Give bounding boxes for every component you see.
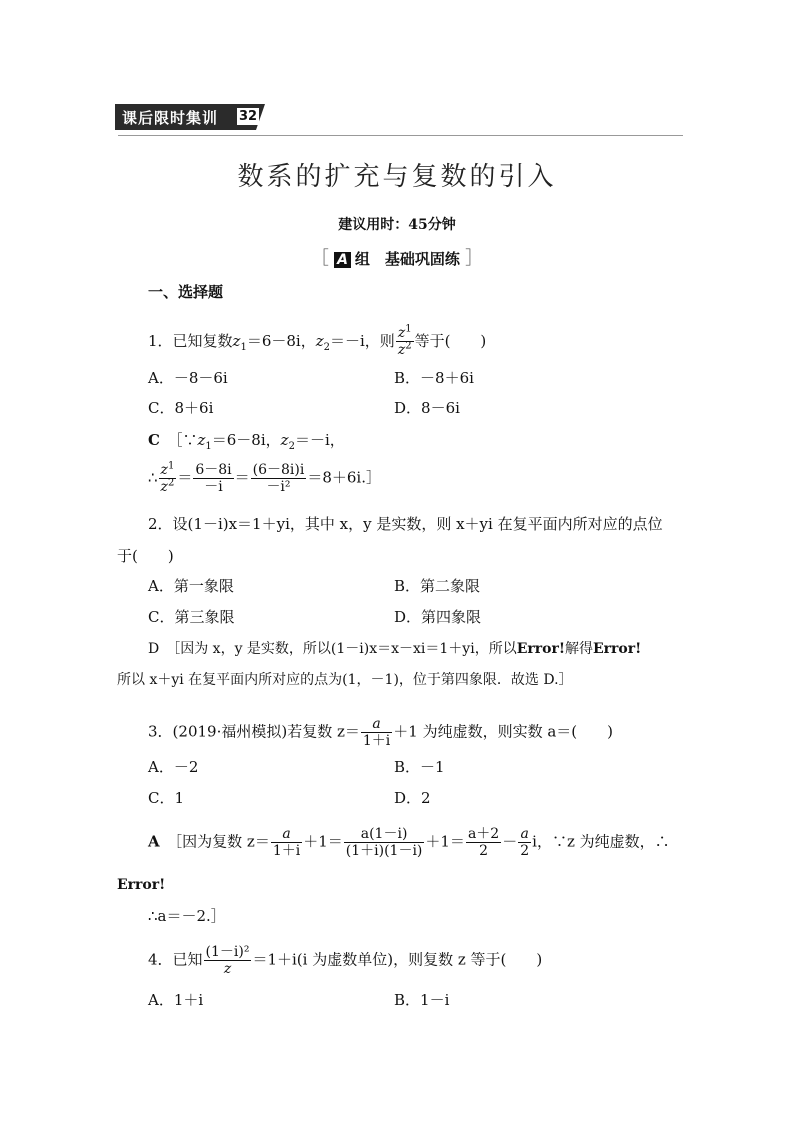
q3-option-a: A．－2 — [148, 758, 199, 776]
bracket-right: ］ — [465, 248, 484, 269]
q3-answer-error: Error! — [117, 877, 166, 893]
q1-option-b: B．－8＋6i — [394, 369, 474, 387]
header-number: 32 — [238, 109, 258, 124]
q3-answer-line1: A ［因为复数 z＝ $\frac{a}{1+i}$ ＋1＝ $\frac{a(1-i)}{(1+i)(1-i)}$ ＋1＝ $\frac{a+2}{2}$ － $\frac{a}{2}$ i，∵z 为纯虚数，∴ — [148, 826, 670, 859]
q1-stem: 1．已知复数$z_1=6-8i$，$z_2=-i$，则 $\frac{z^1}{z^2}$ 等于( ) — [148, 323, 487, 358]
group-label — [0, 244, 794, 270]
q2-option-a: A．第一象限 — [148, 577, 234, 595]
q3-stem: 3．(2019·福州模拟)若复数 z＝ $\frac{a}{1+i}$ ＋1 为纯虚数，则实数 a＝( ) — [148, 716, 613, 749]
q1-answer-line2: ∴ $\frac{z^1}{z^2}$ ＝ $\frac{6-8i}{-i}$ ＝ $\frac{(6-8i)i}{\text{－i²}}$ ＝8＋6i.］ — [148, 460, 381, 495]
q2-stem-line2: 于( ) — [117, 547, 174, 565]
q1-answer-line1: C $[\because z_1=6-8i$，$z_2=-i$， — [148, 431, 345, 452]
q2-answer-line1: D ［因为 x，y 是实数，所以(1－i)x＝x－xi＝1＋yi，所以Error!解得Error! — [148, 641, 642, 657]
group-text: 组 基础巩固练 — [354, 250, 460, 268]
section-heading: 一、选择题 — [148, 283, 224, 301]
q3-option-c: C．1 — [148, 789, 185, 807]
q1-option-c: C．8＋6i — [148, 399, 214, 417]
q3-option-d: D．2 — [394, 789, 431, 807]
q3-answer-line3: ∴a＝－2.］ — [148, 907, 226, 925]
q2-option-b: B．第二象限 — [394, 577, 481, 595]
q2-stem-line1: 2．设(1－i)x＝1＋yi，其中 x，y 是实数，则 x＋yi 在复平面内所对应的点位 — [148, 515, 663, 533]
q4-option-a: A．1＋i — [148, 991, 204, 1009]
q4-stem: 4．已知 $\frac{\text{(1－i)²}}{z}$ ＝1＋i(i 为虚数单位)，则复数 z 等于( ) — [148, 944, 543, 977]
group-letter: A — [334, 252, 351, 268]
q2-option-c: C．第三象限 — [148, 608, 235, 626]
q2-option-d: D．第四象限 — [394, 608, 482, 626]
header-label: 课后限时集训 — [122, 109, 219, 127]
q1-option-d: D．8－6i — [394, 399, 460, 417]
q4-option-b: B．1－i — [394, 991, 450, 1009]
suggested-time: 建议用时：45分钟 — [338, 217, 456, 233]
header-badge — [115, 104, 275, 134]
header-rule — [118, 135, 683, 136]
q1-option-a: A．－8－6i — [148, 369, 228, 387]
bracket-left: ［ — [310, 248, 329, 269]
q2-answer-line2: 所以 x＋yi 在复平面内所对应的点为(1，－1)，位于第四象限．故选 D.］ — [117, 672, 573, 688]
page-title: 数系的扩充与复数的引入 — [237, 162, 557, 192]
q3-option-b: B．－1 — [394, 758, 445, 776]
